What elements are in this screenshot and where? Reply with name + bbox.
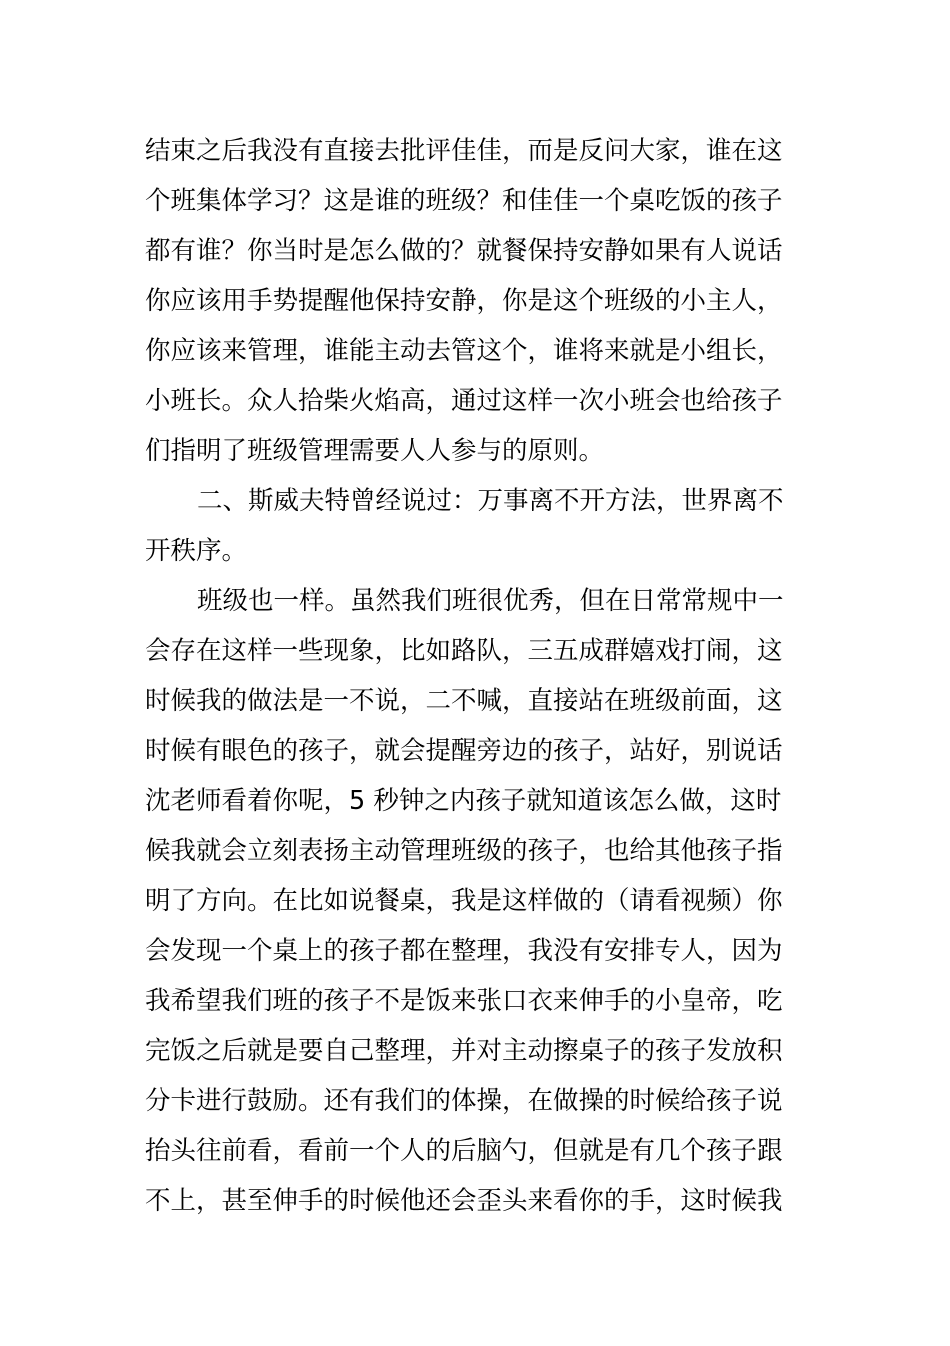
text-line: 我希望我们班的孩子不是饭来张口衣来伸手的小皇帝，吃 bbox=[145, 986, 783, 1016]
text-line: 会存在这样一些现象，比如路队，三五成群嬉戏打闹，这 bbox=[145, 636, 783, 666]
text-line: 们指明了班级管理需要人人参与的原则。 bbox=[145, 436, 605, 466]
heading-line: 二、斯威夫特曾经说过：万事离不开方法，世界离不 bbox=[197, 486, 784, 516]
text-line: 不上，甚至伸手的时候他还会歪头来看你的手，这时候我 bbox=[145, 1186, 783, 1216]
text-line: 班级也一样。虽然我们班很优秀，但在日常常规中一 bbox=[197, 586, 784, 616]
text-line: 候我就会立刻表扬主动管理班级的孩子，也给其他孩子指 bbox=[145, 836, 783, 866]
text-line: 小班长。众人拾柴火焰高，通过这样一次小班会也给孩子 bbox=[145, 386, 783, 416]
document-body bbox=[145, 126, 815, 1226]
text-line: 会发现一个桌上的孩子都在整理，我没有安排专人，因为 bbox=[145, 936, 783, 966]
paragraph-3 bbox=[145, 576, 815, 1226]
text-line: 都有谁？你当时是怎么做的？就餐保持安静如果有人说话 bbox=[145, 236, 783, 266]
text-line: 你应该来管理，谁能主动去管这个，谁将来就是小组长， bbox=[145, 336, 783, 366]
text-line: 个班集体学习？这是谁的班级？和佳佳一个桌吃饭的孩子 bbox=[145, 186, 783, 216]
text-line: 你应该用手势提醒他保持安静，你是这个班级的小主人， bbox=[145, 286, 783, 316]
text-line: 完饭之后就是要自己整理，并对主动擦桌子的孩子发放积 bbox=[145, 1036, 783, 1066]
text-line: 时候有眼色的孩子，就会提醒旁边的孩子，站好，别说话 bbox=[145, 736, 783, 766]
text-line: 时候我的做法是一不说，二不喊，直接站在班级前面，这 bbox=[145, 686, 783, 716]
paragraph-1 bbox=[145, 126, 815, 476]
text-line: 结束之后我没有直接去批评佳佳，而是反问大家，谁在这 bbox=[145, 136, 783, 166]
text-line: 沈老师看着你呢，5 秒钟之内孩子就知道该怎么做，这时 bbox=[145, 786, 782, 816]
text-line: 明了方向。在比如说餐桌，我是这样做的（请看视频）你 bbox=[145, 886, 783, 916]
text-line: 抬头往前看，看前一个人的后脑勺，但就是有几个孩子跟 bbox=[145, 1136, 783, 1166]
text-line: 分卡进行鼓励。还有我们的体操，在做操的时候给孩子说 bbox=[145, 1086, 783, 1116]
section-heading-2 bbox=[145, 476, 815, 576]
heading-line: 开秩序。 bbox=[145, 536, 248, 566]
